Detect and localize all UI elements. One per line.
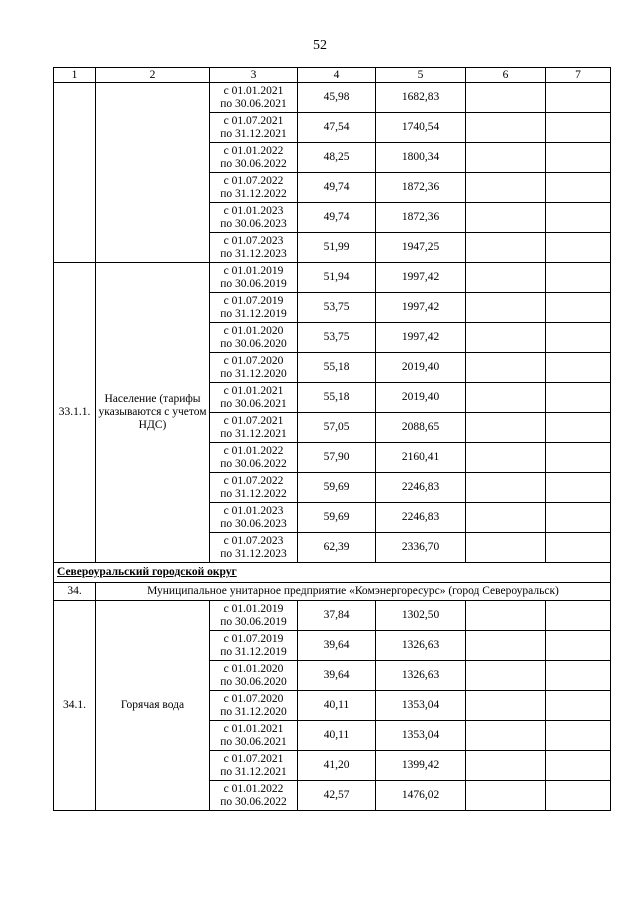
period-from: с 01.07.2019 [223,294,284,307]
period-cell [210,83,298,113]
value-cell-c5: 1872,36 [376,173,466,203]
period-from: с 01.01.2020 [223,324,284,337]
period-cell [210,601,298,631]
value-cell-c6 [466,233,546,263]
period-cell [210,661,298,691]
value-cell-c4: 53,75 [298,293,376,323]
value-cell-c4: 39,64 [298,631,376,661]
value-cell-c4: 51,99 [298,233,376,263]
period-from: с 01.07.2022 [223,174,284,187]
period-from: с 01.07.2021 [223,114,284,127]
value-cell-c6 [466,203,546,233]
period-to: по 30.06.2019 [220,615,287,628]
header-cell: 6 [466,68,546,83]
value-cell-c4: 51,94 [298,263,376,293]
value-cell-c4: 57,90 [298,443,376,473]
table-row [54,83,611,113]
period-cell [210,173,298,203]
value-cell-c5: 2019,40 [376,383,466,413]
value-cell-c4: 53,75 [298,323,376,353]
value-cell-c4: 49,74 [298,203,376,233]
value-cell-c7 [546,413,611,443]
value-cell-c5: 1476,02 [376,781,466,811]
value-cell-c7 [546,721,611,751]
period-to: по 31.12.2022 [220,487,287,500]
item-name-cell [96,83,210,263]
period-from: с 01.07.2019 [223,632,284,645]
period-cell [210,691,298,721]
page-number: 52 [313,38,327,53]
value-cell-c5: 2019,40 [376,353,466,383]
value-cell-c7 [546,691,611,721]
value-cell-c5: 1997,42 [376,263,466,293]
value-cell-c6 [466,443,546,473]
value-cell-c7 [546,533,611,563]
header-cell: 3 [210,68,298,83]
value-cell-c5: 1326,63 [376,661,466,691]
value-cell-c6 [466,533,546,563]
period-cell [210,323,298,353]
period-to: по 30.06.2021 [220,735,287,748]
organization-number: 34. [54,583,96,601]
value-cell-c5: 2246,83 [376,473,466,503]
value-cell-c4: 59,69 [298,503,376,533]
period-to: по 30.06.2020 [220,337,287,350]
period-from: с 01.01.2023 [223,504,284,517]
period-to: по 30.06.2021 [220,397,287,410]
value-cell-c7 [546,631,611,661]
item-name-cell: Население (тарифы указываются с учетом НДС) [96,263,210,563]
period-from: с 01.07.2021 [223,752,284,765]
period-cell [210,533,298,563]
value-cell-c4: 39,64 [298,661,376,691]
value-cell-c7 [546,503,611,533]
period-from: с 01.01.2021 [223,84,284,97]
period-to: по 31.12.2021 [220,127,287,140]
period-to: по 31.12.2020 [220,705,287,718]
tariff-table [53,67,611,811]
value-cell-c5: 1872,36 [376,203,466,233]
period-to: по 30.06.2021 [220,97,287,110]
period-from: с 01.07.2023 [223,234,284,247]
value-cell-c6 [466,691,546,721]
period-from: с 01.01.2022 [223,444,284,457]
period-to: по 31.12.2021 [220,765,287,778]
value-cell-c5: 1399,42 [376,751,466,781]
organization-row [54,583,611,601]
value-cell-c7 [546,323,611,353]
period-cell [210,473,298,503]
value-cell-c7 [546,661,611,691]
period-from: с 01.01.2019 [223,602,284,615]
value-cell-c5: 1800,34 [376,143,466,173]
value-cell-c7 [546,143,611,173]
value-cell-c4: 45,98 [298,83,376,113]
period-from: с 01.01.2023 [223,204,284,217]
value-cell-c4: 62,39 [298,533,376,563]
value-cell-c6 [466,383,546,413]
tariff-table-body [54,68,611,811]
period-to: по 31.12.2021 [220,427,287,440]
period-cell [210,781,298,811]
section-title: Североуральский городской округ [54,563,611,583]
header-cell: 1 [54,68,96,83]
period-to: по 30.06.2023 [220,517,287,530]
period-cell [210,383,298,413]
value-cell-c7 [546,473,611,503]
value-cell-c6 [466,721,546,751]
value-cell-c7 [546,751,611,781]
header-cell: 7 [546,68,611,83]
period-to: по 31.12.2022 [220,187,287,200]
period-from: с 01.07.2020 [223,692,284,705]
period-cell [210,233,298,263]
value-cell-c4: 48,25 [298,143,376,173]
value-cell-c4: 55,18 [298,353,376,383]
item-number-cell [54,83,96,263]
value-cell-c4: 40,11 [298,691,376,721]
table-row [54,263,611,293]
value-cell-c7 [546,383,611,413]
value-cell-c5: 2336,70 [376,533,466,563]
value-cell-c6 [466,113,546,143]
value-cell-c6 [466,473,546,503]
value-cell-c4: 59,69 [298,473,376,503]
header-cell: 4 [298,68,376,83]
value-cell-c4: 47,54 [298,113,376,143]
period-from: с 01.07.2023 [223,534,284,547]
period-to: по 31.12.2023 [220,547,287,560]
value-cell-c5: 2160,41 [376,443,466,473]
period-to: по 30.06.2023 [220,217,287,230]
value-cell-c6 [466,293,546,323]
period-from: с 01.01.2022 [223,782,284,795]
period-cell [210,721,298,751]
period-cell [210,503,298,533]
value-cell-c6 [466,173,546,203]
period-to: по 31.12.2019 [220,307,287,320]
period-cell [210,353,298,383]
value-cell-c7 [546,443,611,473]
value-cell-c7 [546,781,611,811]
organization-name: Муниципальное унитарное предприятие «Комэнергоресурс» (город Североуральск) [96,583,611,601]
table-row [54,601,611,631]
value-cell-c6 [466,143,546,173]
value-cell-c5: 1947,25 [376,233,466,263]
value-cell-c4: 41,20 [298,751,376,781]
value-cell-c5: 1997,42 [376,293,466,323]
header-cell: 2 [96,68,210,83]
period-cell [210,143,298,173]
item-number-cell: 34.1. [54,601,96,811]
section-row [54,563,611,583]
period-to: по 30.06.2022 [220,157,287,170]
value-cell-c6 [466,601,546,631]
value-cell-c7 [546,203,611,233]
period-from: с 01.01.2021 [223,384,284,397]
period-to: по 31.12.2023 [220,247,287,260]
period-to: по 30.06.2020 [220,675,287,688]
value-cell-c4: 49,74 [298,173,376,203]
period-from: с 01.07.2020 [223,354,284,367]
period-to: по 30.06.2022 [220,457,287,470]
value-cell-c5: 1997,42 [376,323,466,353]
period-from: с 01.07.2021 [223,414,284,427]
value-cell-c7 [546,113,611,143]
value-cell-c6 [466,661,546,691]
header-row [54,68,611,83]
period-to: по 31.12.2019 [220,645,287,658]
period-cell [210,413,298,443]
value-cell-c5: 1326,63 [376,631,466,661]
value-cell-c4: 40,11 [298,721,376,751]
value-cell-c6 [466,263,546,293]
value-cell-c4: 55,18 [298,383,376,413]
value-cell-c5: 1682,83 [376,83,466,113]
value-cell-c6 [466,323,546,353]
value-cell-c7 [546,601,611,631]
value-cell-c4: 57,05 [298,413,376,443]
value-cell-c6 [466,503,546,533]
period-from: с 01.07.2022 [223,474,284,487]
period-cell [210,293,298,323]
header-cell: 5 [376,68,466,83]
value-cell-c6 [466,751,546,781]
value-cell-c5: 2088,65 [376,413,466,443]
value-cell-c5: 1740,54 [376,113,466,143]
period-from: с 01.01.2021 [223,722,284,735]
period-cell [210,203,298,233]
period-from: с 01.01.2020 [223,662,284,675]
value-cell-c4: 42,57 [298,781,376,811]
value-cell-c5: 1353,04 [376,691,466,721]
value-cell-c6 [466,781,546,811]
value-cell-c5: 1353,04 [376,721,466,751]
period-cell [210,443,298,473]
period-cell [210,751,298,781]
value-cell-c7 [546,293,611,323]
item-name-cell: Горячая вода [96,601,210,811]
period-cell [210,113,298,143]
period-from: с 01.01.2022 [223,144,284,157]
value-cell-c7 [546,263,611,293]
period-to: по 30.06.2019 [220,277,287,290]
period-cell [210,631,298,661]
value-cell-c6 [466,413,546,443]
value-cell-c7 [546,83,611,113]
item-number-cell: 33.1.1. [54,263,96,563]
value-cell-c4: 37,84 [298,601,376,631]
value-cell-c6 [466,631,546,661]
period-cell [210,263,298,293]
value-cell-c5: 1302,50 [376,601,466,631]
value-cell-c6 [466,83,546,113]
value-cell-c7 [546,353,611,383]
value-cell-c5: 2246,83 [376,503,466,533]
value-cell-c6 [466,353,546,383]
value-cell-c7 [546,233,611,263]
period-from: с 01.01.2019 [223,264,284,277]
value-cell-c7 [546,173,611,203]
period-to: по 30.06.2022 [220,795,287,808]
period-to: по 31.12.2020 [220,367,287,380]
